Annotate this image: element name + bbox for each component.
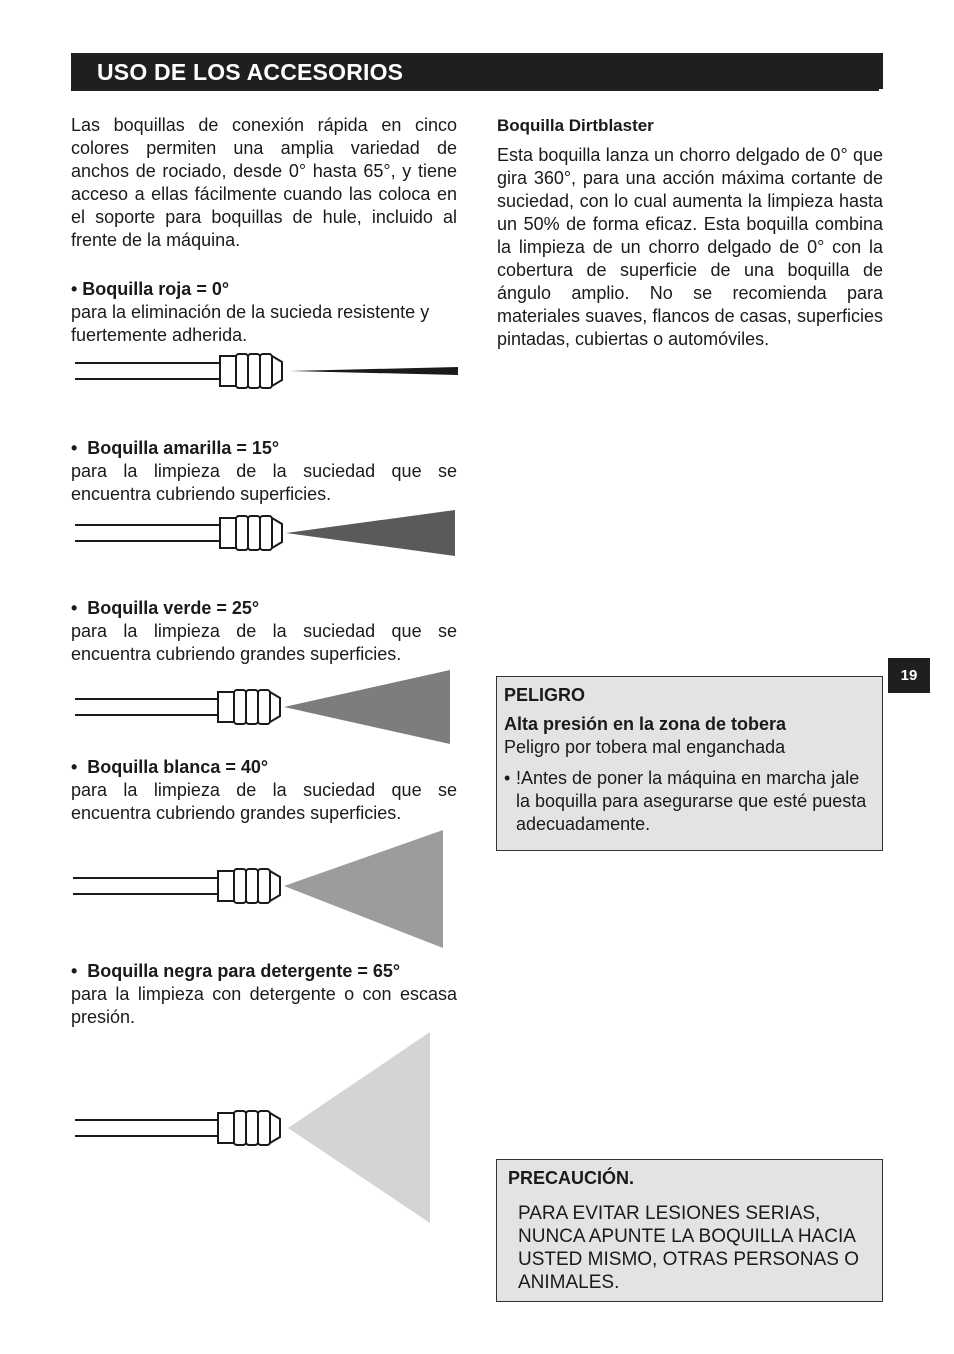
spray-pattern bbox=[286, 510, 455, 556]
page-number-tab: 19 bbox=[888, 658, 930, 693]
danger-subtitle: Alta presión en la zona de tobera bbox=[504, 714, 787, 734]
danger-bullet bbox=[504, 767, 878, 836]
nozzle-white bbox=[71, 756, 457, 825]
nozzle-fitting-icon bbox=[218, 1111, 280, 1145]
danger-bullet-text: !Antes de poner la máquina en marcha jale la boquilla para asegurarse que esté puesta adecuadamente. bbox=[516, 768, 867, 834]
nozzle-heading: • Boquilla verde = 25° bbox=[71, 598, 260, 618]
wand-hose bbox=[75, 363, 222, 379]
nozzle-black bbox=[71, 960, 457, 1029]
danger-title: PELIGRO bbox=[504, 685, 586, 705]
bullet-mark: • bbox=[504, 768, 511, 788]
nozzle-green bbox=[71, 597, 457, 666]
spray-pattern bbox=[290, 367, 458, 375]
wand-hose bbox=[73, 878, 220, 894]
spray-pattern bbox=[284, 830, 443, 948]
intro-paragraph: Las boquillas de conexión rápida en cinco colores permiten una amplia variedad de anchos de rociado, desde 0° hasta 65°, y tiene acceso a ellas fácilmente cuando las coloca en el soporte para boquillas de hule, incluido al frente de la máquina. bbox=[71, 115, 457, 250]
dirtblaster-section bbox=[497, 114, 883, 351]
nozzle-yellow-diagram bbox=[70, 508, 460, 558]
nozzle-heading: • Boquilla negra para detergente = 65° bbox=[71, 961, 401, 981]
nozzle-description: para la eliminación de la sucieda resistente y fuertemente adherida. bbox=[71, 302, 430, 345]
nozzle-fitting-icon bbox=[220, 516, 282, 550]
section-title: USO DE LOS ACCESORIOS bbox=[97, 59, 404, 85]
nozzle-description: para la limpieza de la suciedad que se encuentra cubriendo superficies. bbox=[71, 461, 457, 504]
section-header bbox=[71, 53, 883, 89]
dirtblaster-body: Esta boquilla lanza un chorro delgado de 0° que gira 360°, para una acción máxima cortante de suciedad, con lo cual aumenta la limpieza hasta un 50% de forma eficaz. Esta boquilla combina la limpieza de un chorro delgado de 0° con la cobertura de superficie de una boquilla de ángulo amplio. No se recomienda para materiales suaves, flancos de casas, superficies pintadas, cubiertas o automóviles. bbox=[497, 145, 883, 349]
danger-box bbox=[496, 676, 883, 851]
nozzle-yellow bbox=[71, 437, 457, 506]
caution-title: PRECAUCIÓN. bbox=[508, 1168, 635, 1188]
nozzle-heading: • Boquilla amarilla = 15° bbox=[71, 438, 280, 458]
nozzle-description: para la limpieza de la suciedad que se encuentra cubriendo grandes superficies. bbox=[71, 780, 457, 823]
nozzle-fitting-icon bbox=[218, 869, 280, 903]
spray-pattern bbox=[284, 670, 450, 744]
nozzle-green-diagram bbox=[70, 668, 460, 748]
wand-hose bbox=[75, 525, 222, 541]
nozzle-black-diagram bbox=[70, 1030, 460, 1225]
wand-hose bbox=[75, 699, 220, 715]
header-rule bbox=[71, 89, 879, 91]
spray-pattern bbox=[288, 1032, 430, 1223]
wand-hose bbox=[75, 1120, 220, 1136]
nozzle-heading: • Boquilla blanca = 40° bbox=[71, 757, 269, 777]
nozzle-heading: • Boquilla roja = 0° bbox=[71, 279, 230, 299]
nozzle-fitting-icon bbox=[218, 690, 280, 724]
nozzle-red-diagram bbox=[70, 350, 460, 395]
nozzle-description: para la limpieza de la suciedad que se encuentra cubriendo grandes superficies. bbox=[71, 621, 457, 664]
dirtblaster-heading: Boquilla Dirtblaster bbox=[497, 116, 654, 135]
caution-box bbox=[496, 1159, 883, 1302]
nozzle-description: para la limpieza con detergente o con escasa presión. bbox=[71, 984, 457, 1027]
nozzle-red bbox=[71, 278, 457, 347]
nozzle-fitting-icon bbox=[220, 354, 282, 388]
caution-body: PARA EVITAR LESIONES SERIAS, NUNCA APUNTE LA BOQUILLA HACIA USTED MISMO, OTRAS PERSONAS O ANIMALES. bbox=[518, 1203, 859, 1293]
nozzle-white-diagram bbox=[70, 828, 460, 950]
danger-line: Peligro por tobera mal enganchada bbox=[504, 737, 786, 757]
